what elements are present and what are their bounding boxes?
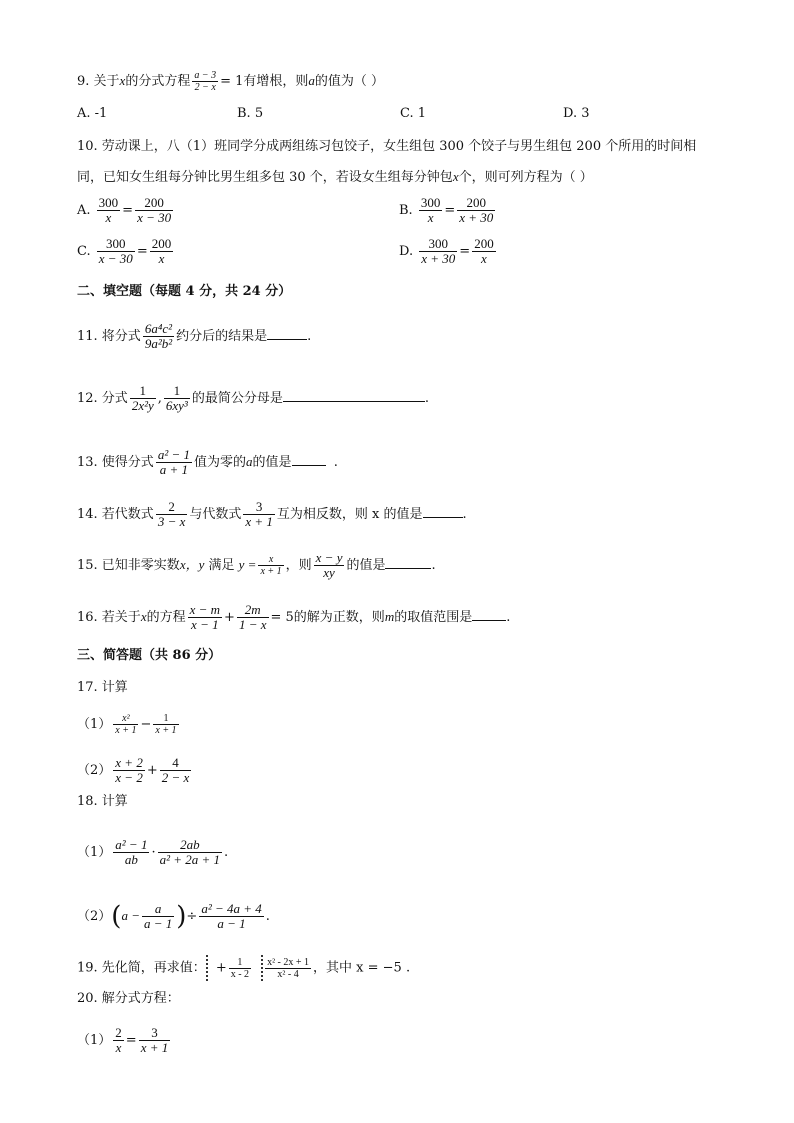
q9-fraction: $\frac{a - 3}{2 - x}$ [194,70,217,93]
q20-part1: （1） $\frac{2}{x}$ = $\frac{3}{x + 1}$ [77,1025,169,1055]
q10-option-d: D. $\frac{300}{x + 30}$ = $\frac{200}{x}$ [399,236,494,266]
q10-line2: 同，已知女生组每分钟比男生组多包 30 个，若设女生组每分钟包x个，则可列方程为（ ） [77,169,593,185]
garbled-bracket-glyph [253,955,263,981]
q9-option-c: C. 1 [400,106,427,121]
q14: 14. 若代数式 $\frac{2}{3 - x}$ 与代数式 $\frac{3}{x + 1}$ 互为相反数，则 x 的值是 . [77,499,467,529]
q10-line1: 10. 劳动课上，八（1）班同学分成两组练习包饺子，女生组包 300 个饺子与男生组包 200 个所用的时间相 [77,139,697,154]
q13: 13. 使得分式 $\frac{\text{a² − 1}}{a + 1}$ 值为零的a的值是 . [77,447,338,477]
garbled-bracket-glyph [206,955,216,981]
q10-option-b: B. $\frac{300}{x}$ = $\frac{200}{x + 30}$ [399,195,494,225]
answer-blank[interactable] [292,453,326,466]
q15: 15. 已知非零实数x，y 满足 y = $\frac{x}{x + 1}$ ，则 $\frac{x - y}{xy}$ 的值是 . [77,550,436,580]
answer-blank[interactable] [267,327,307,340]
answer-blank[interactable] [283,389,425,402]
q17-part1: （1） $\frac{\text{x²}}{x + 1}$ − $\frac{1}{x + 1}$ [77,713,177,736]
answer-blank[interactable] [472,608,506,621]
q18-title: 18. 计算 [77,794,128,809]
q17-part2: （2） $\frac{x + 2}{x - 2}$ + $\frac{4}{2 - x}$ [77,755,190,785]
q19: 19. 先化简，再求值： + $\frac{1}{x - 2}$ $\frac{\text{x² - 2x + 1}}{\text{x² - 4}}$ ，其中 x = −5 . [77,956,411,980]
q17-title: 17. 计算 [77,680,128,695]
q12: 12. 分式 $\frac{1}{\text{2x²y}}$ , $\frac{1}{\text{6xy³}}$ 的最简公分母是 . [77,383,429,413]
q18-part2: （2）(a − $\frac{a}{a - 1}$ )÷ $\frac{\text{a² − 4a + 4}}{a - 1}$ . [77,901,270,932]
q11: 11. 将分式 $\frac{\text{6a⁴c²}}{\text{9a²b²}}$ 约分后的结果是 . [77,321,312,351]
q9-stem: 9. 关于x的分式方程 $\frac{a - 3}{2 - x}$ = 1有增根，则a的值为（ ） [77,70,385,93]
section-3-heading: 三、简答题（共 86 分） [77,648,222,663]
q9-option-d: D. 3 [563,106,590,121]
section-2-heading: 二、填空题（每题 4 分，共 24 分） [77,284,292,299]
q9-option-a: A. -1 [77,106,108,121]
q18-part1: （1） $\frac{\text{a² − 1}}{ab}$ · $\frac{2ab}{\text{a² + 2a + 1}}$ . [77,837,229,867]
q16: 16. 若关于x的方程 $\frac{x - m}{x - 1}$ + $\frac{2m}{1 - x}$ = 5的解为正数，则m的取值范围是 . [77,602,511,632]
q10-option-a: A. $\frac{300}{x}$ = $\frac{200}{x - 30}$ [77,195,172,225]
q9-option-b: B. 5 [237,106,264,121]
q20-title: 20. 解分式方程： [77,991,180,1006]
answer-blank[interactable] [385,556,431,569]
answer-blank[interactable] [423,505,463,518]
q10-option-c: C. $\frac{300}{x - 30}$ = $\frac{200}{x}$ [77,236,172,266]
